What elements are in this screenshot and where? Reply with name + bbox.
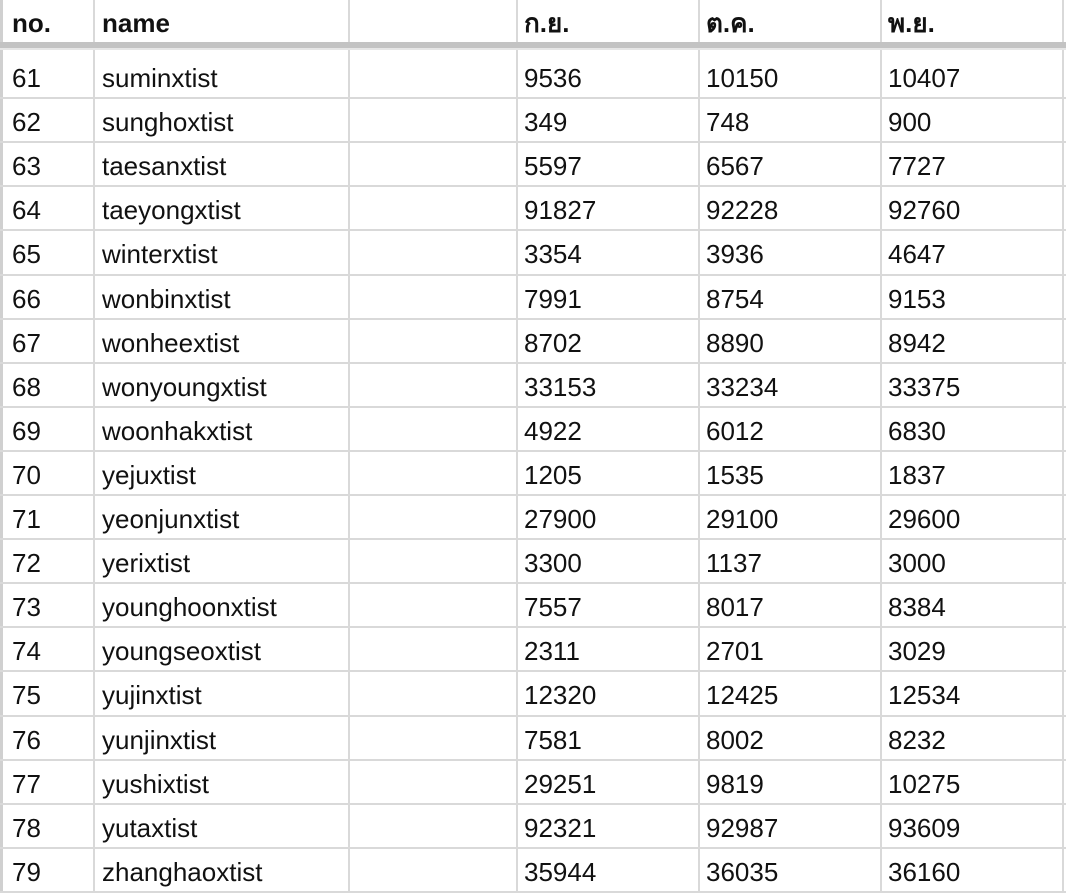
cell-name[interactable]: yerixtist	[102, 548, 191, 579]
cell-name[interactable]: wonbinxtist	[102, 283, 231, 314]
cell-no[interactable]: 61	[12, 63, 41, 93]
cell-oct[interactable]: 8754	[706, 283, 764, 314]
cell-sep[interactable]: 349	[524, 107, 568, 138]
table-row	[0, 760, 1066, 804]
header-sep[interactable]: ก.ย.	[524, 8, 570, 38]
cell-nov[interactable]: 6830	[888, 415, 946, 446]
cell-nov[interactable]: 93609	[888, 812, 961, 843]
cell-sep[interactable]: 9536	[524, 63, 582, 93]
header-nov[interactable]: พ.ย.	[888, 8, 935, 38]
cell-name[interactable]: yutaxtist	[102, 812, 198, 843]
header-no[interactable]: no.	[12, 8, 51, 38]
cell-nov[interactable]: 3029	[888, 636, 946, 667]
cell-no[interactable]: 67	[12, 327, 41, 358]
cell-oct[interactable]: 748	[706, 107, 750, 138]
cell-no[interactable]: 71	[12, 504, 41, 534]
table-row	[0, 142, 1066, 186]
cell-name[interactable]: yunjinxtist	[102, 724, 217, 755]
table-row	[0, 54, 1066, 98]
cell-nov[interactable]: 92760	[888, 195, 961, 226]
table-row	[0, 495, 1066, 539]
cell-no[interactable]: 62	[12, 107, 41, 138]
header-row	[0, 0, 1066, 44]
cell-oct[interactable]: 10150	[706, 63, 779, 93]
cell-name[interactable]: suminxtist	[102, 63, 218, 93]
cell-nov[interactable]: 10275	[888, 768, 961, 799]
cell-sep[interactable]: 2311	[524, 636, 580, 667]
table-row	[0, 319, 1066, 363]
cell-name[interactable]: yejuxtist	[102, 459, 196, 490]
cell-nov[interactable]: 33375	[888, 371, 961, 402]
cell-nov[interactable]: 1837	[888, 459, 946, 490]
cell-no[interactable]: 73	[12, 592, 41, 623]
cell-oct[interactable]: 8002	[706, 724, 764, 755]
cell-sep[interactable]: 12320	[524, 680, 597, 711]
cell-oct[interactable]: 8017	[706, 592, 764, 623]
table-row	[0, 804, 1066, 848]
table-row	[0, 98, 1066, 142]
cell-oct[interactable]: 6012	[706, 415, 764, 446]
table-row	[0, 627, 1066, 671]
cell-no[interactable]: 64	[12, 195, 41, 226]
table-row	[0, 848, 1066, 892]
cell-nov[interactable]: 7727	[888, 151, 946, 182]
cell-oct[interactable]: 9819	[706, 768, 764, 799]
cell-sep[interactable]: 3300	[524, 548, 582, 579]
cell-nov[interactable]: 3000	[888, 548, 946, 579]
cell-name[interactable]: youngseoxtist	[102, 636, 261, 667]
table-row	[0, 583, 1066, 627]
cell-sep[interactable]: 7581	[524, 724, 582, 755]
table-row	[0, 451, 1066, 495]
cell-oct[interactable]: 6567	[706, 151, 764, 182]
cell-sep[interactable]: 27900	[524, 504, 597, 534]
table-row	[0, 230, 1066, 274]
cell-name[interactable]: yujinxtist	[102, 680, 202, 711]
cell-no[interactable]: 76	[12, 724, 41, 755]
cell-nov[interactable]: 12534	[888, 680, 961, 711]
cell-nov[interactable]: 8384	[888, 592, 946, 623]
cell-nov[interactable]: 36160	[888, 856, 961, 887]
cell-no[interactable]: 79	[12, 856, 41, 887]
cell-no[interactable]: 63	[12, 151, 41, 182]
cell-sep[interactable]: 7557	[524, 592, 582, 623]
cell-sep[interactable]: 91827	[524, 195, 597, 226]
cell-name[interactable]: woonhakxtist	[102, 415, 253, 446]
cell-name[interactable]: wonyoungxtist	[102, 371, 267, 402]
cell-sep[interactable]: 3354	[524, 239, 582, 270]
cell-sep[interactable]: 8702	[524, 327, 582, 358]
cell-sep[interactable]: 29251	[524, 768, 597, 799]
cell-oct[interactable]: 12425	[706, 680, 779, 711]
cell-name[interactable]: zhanghaoxtist	[102, 856, 263, 887]
cell-nov[interactable]: 29600	[888, 504, 961, 534]
cell-sep[interactable]: 7991	[524, 283, 582, 314]
cell-name[interactable]: wonheextist	[102, 327, 240, 358]
cell-nov[interactable]: 8942	[888, 327, 946, 358]
cell-oct[interactable]: 29100	[706, 504, 779, 534]
cell-nov[interactable]: 900	[888, 107, 932, 138]
cell-no[interactable]: 78	[12, 812, 41, 843]
table-row	[0, 186, 1066, 230]
cell-no[interactable]: 70	[12, 459, 41, 490]
cell-oct[interactable]: 33234	[706, 371, 779, 402]
cell-no[interactable]: 74	[12, 636, 41, 667]
table-row	[0, 275, 1066, 319]
cell-no[interactable]: 72	[12, 548, 41, 579]
cell-oct[interactable]: 36035	[706, 856, 779, 887]
cell-name[interactable]: younghoonxtist	[102, 592, 277, 623]
cell-no[interactable]: 77	[12, 768, 41, 799]
table-row	[0, 671, 1066, 715]
cell-name[interactable]: winterxtist	[102, 239, 218, 270]
table-row	[0, 716, 1066, 760]
cell-name[interactable]: taesanxtist	[102, 151, 227, 182]
cell-oct[interactable]: 1535	[706, 459, 764, 490]
table-row	[0, 539, 1066, 583]
cell-name[interactable]: sunghoxtist	[102, 107, 234, 138]
cell-name[interactable]: yushixtist	[102, 768, 209, 799]
cell-nov[interactable]: 4647	[888, 239, 946, 270]
cell-nov[interactable]: 8232	[888, 724, 946, 755]
cell-oct[interactable]: 92228	[706, 195, 779, 226]
cell-sep[interactable]: 5597	[524, 151, 582, 182]
table-row	[0, 363, 1066, 407]
cell-nov[interactable]: 9153	[888, 283, 946, 314]
cell-sep[interactable]: 35944	[524, 856, 597, 887]
cell-name[interactable]: yeonjunxtist	[102, 504, 240, 534]
cell-name[interactable]: taeyongxtist	[102, 195, 241, 226]
cell-no[interactable]: 65	[12, 239, 41, 270]
cell-nov[interactable]: 10407	[888, 63, 961, 93]
cell-oct[interactable]: 2701	[706, 636, 764, 667]
cell-no[interactable]: 68	[12, 371, 41, 402]
cell-oct[interactable]: 92987	[706, 812, 779, 843]
cell-oct[interactable]: 1137	[706, 548, 762, 579]
cell-no[interactable]: 69	[12, 415, 41, 446]
cell-sep[interactable]: 4922	[524, 415, 582, 446]
cell-sep[interactable]: 33153	[524, 371, 597, 402]
cell-no[interactable]: 66	[12, 283, 41, 314]
cell-oct[interactable]: 3936	[706, 239, 764, 270]
cell-no[interactable]: 75	[12, 680, 41, 711]
header-name[interactable]: name	[102, 8, 170, 38]
cell-oct[interactable]: 8890	[706, 327, 764, 358]
cell-sep[interactable]: 92321	[524, 812, 597, 843]
header-oct[interactable]: ต.ค.	[706, 8, 755, 38]
cell-sep[interactable]: 1205	[524, 459, 582, 490]
frozen-header-shadow	[0, 48, 1066, 50]
table-row	[0, 407, 1066, 451]
